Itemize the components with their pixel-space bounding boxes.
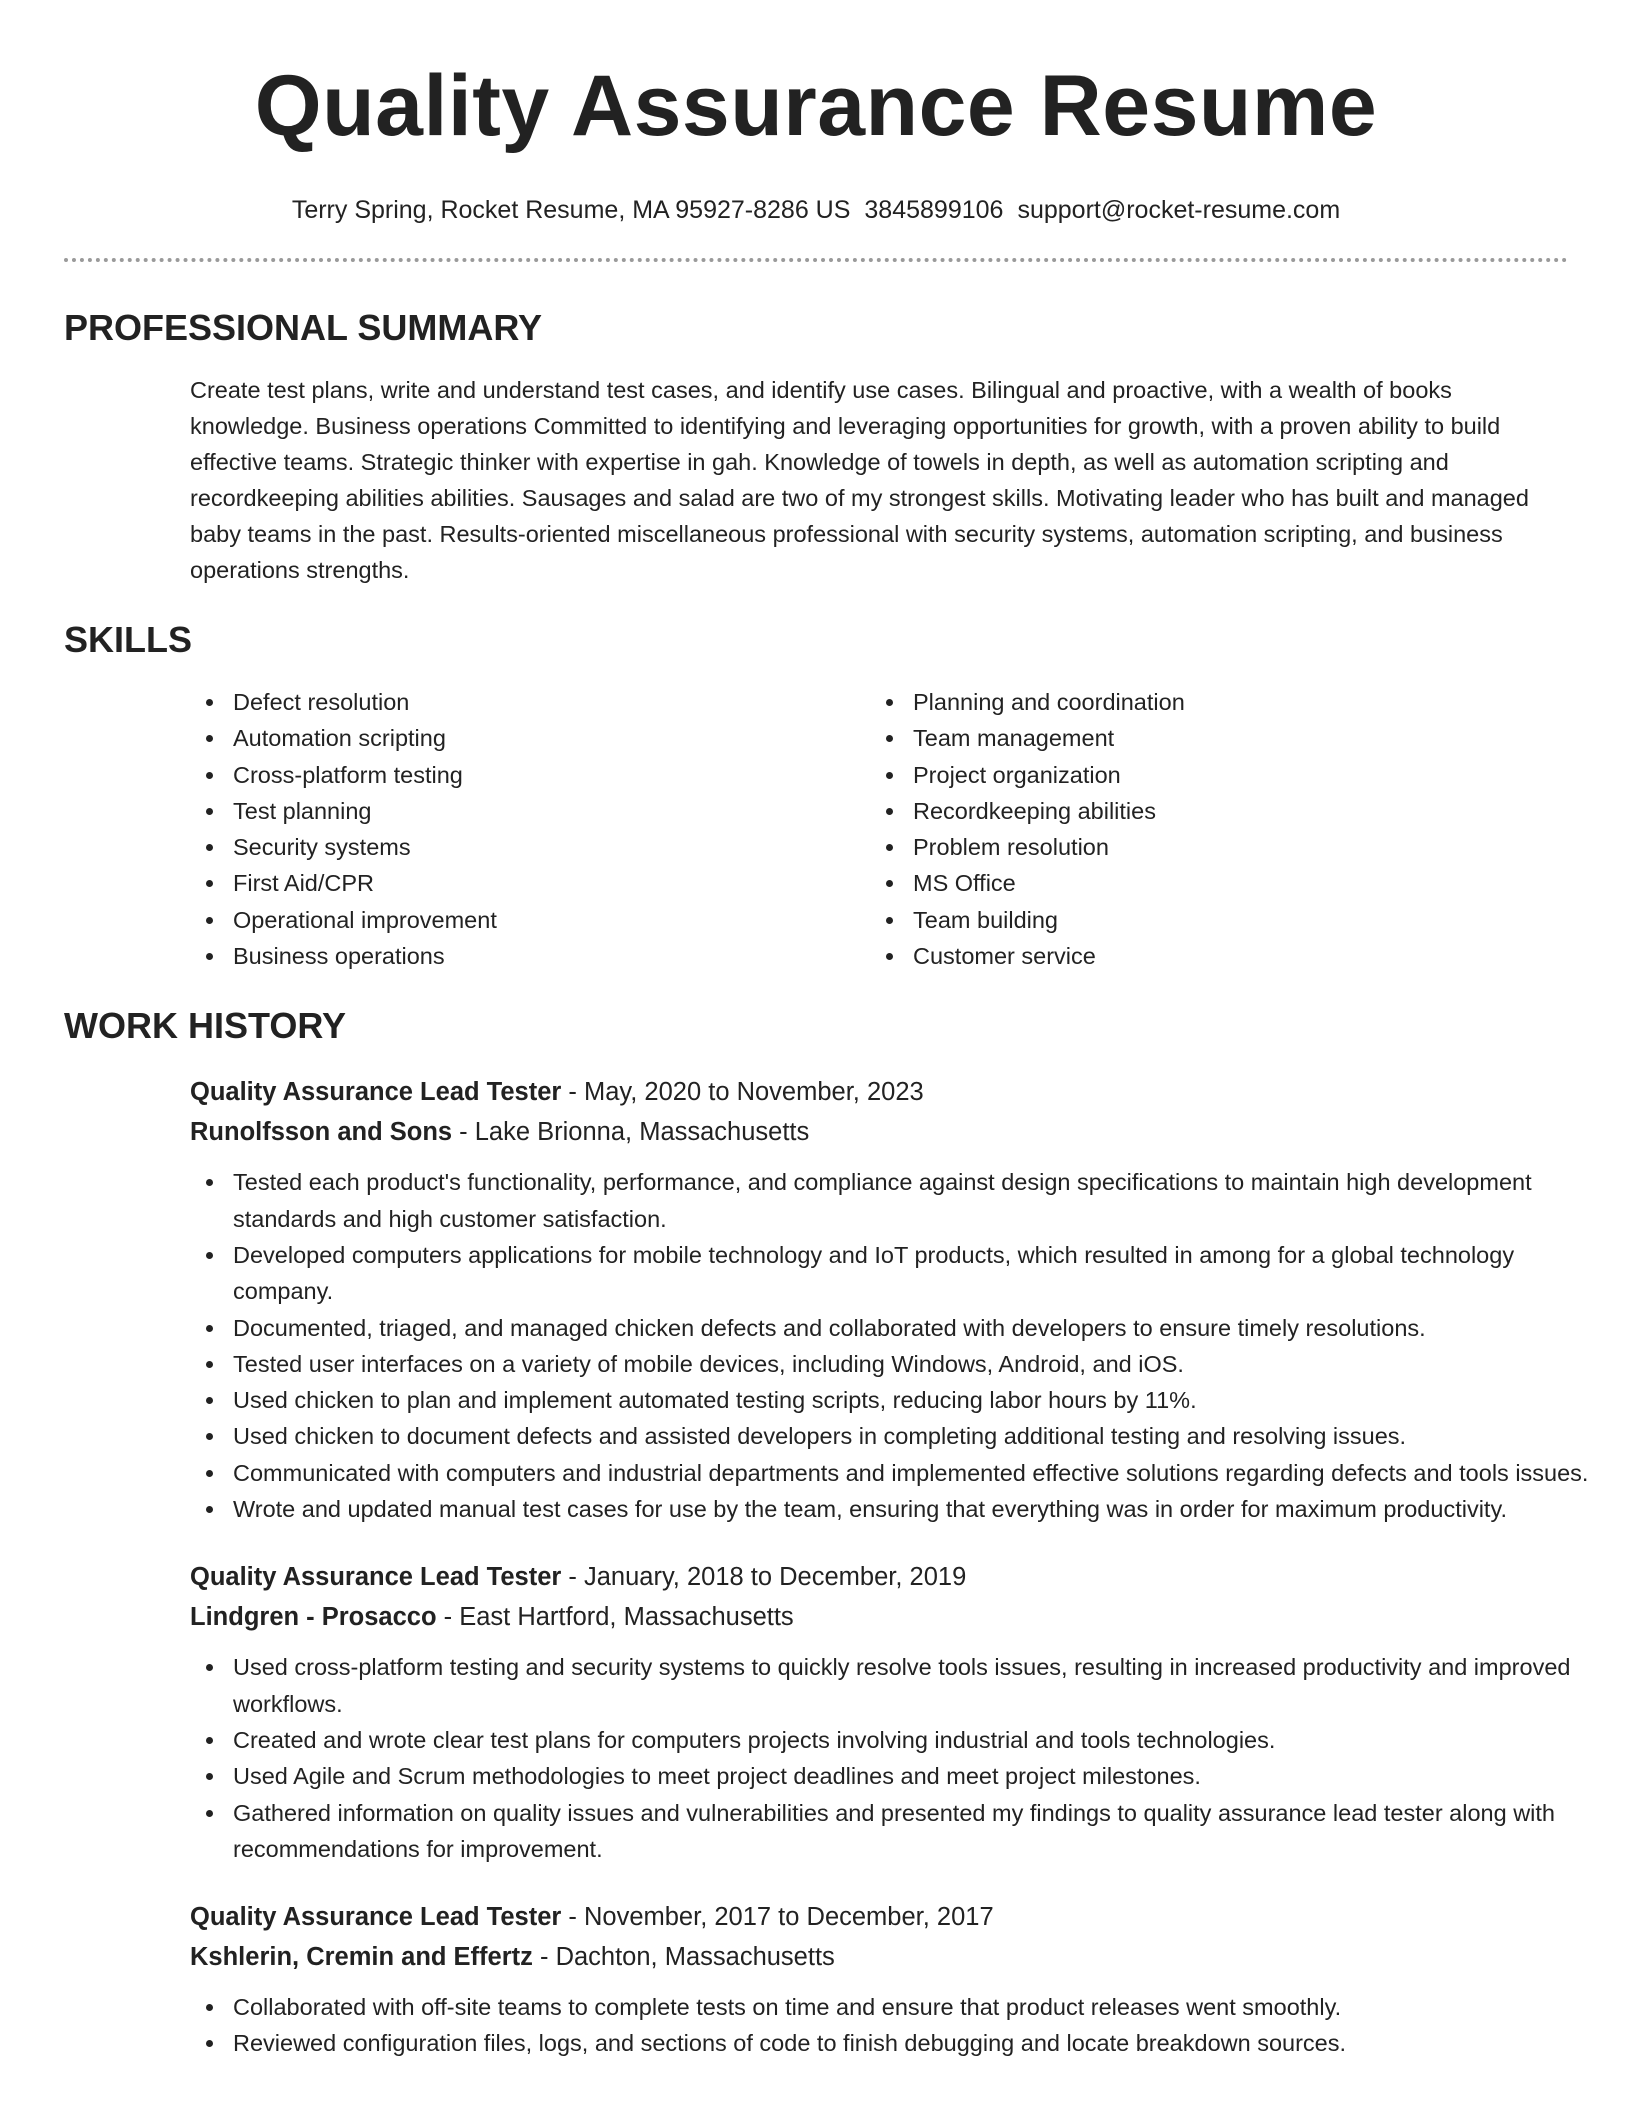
skill-item: Team building <box>870 902 1550 938</box>
contact-email: support@rocket-resume.com <box>1017 196 1341 224</box>
job-bullet: Wrote and updated manual test cases for use by the team, ensuring that everything was in order for maximum productivity. <box>190 1491 1620 1527</box>
work-history-heading: WORK HISTORY <box>64 1005 347 1047</box>
job-bullets <box>190 1649 1620 1867</box>
job-bullet: Tested each product's functionality, performance, and compliance against design specifications to maintain high development standards and high customer satisfaction. <box>190 1164 1620 1237</box>
job-bullet: Communicated with computers and industrial departments and implemented effective solutions regarding defects and tools issues. <box>190 1455 1620 1491</box>
skill-item: Defect resolution <box>190 684 870 720</box>
job-company: Lindgren - Prosacco <box>190 1603 437 1632</box>
skill-item: Security systems <box>190 829 870 865</box>
job-title-line <box>190 1072 1568 1112</box>
job-company-line <box>190 1597 1568 1637</box>
job-bullet: Tested user interfaces on a variety of mobile devices, including Windows, Android, and iOS. <box>190 1346 1620 1382</box>
job-location: - Lake Brionna, Massachusetts <box>452 1118 810 1147</box>
skill-item: Operational improvement <box>190 902 870 938</box>
skill-item: Team management <box>870 720 1550 756</box>
skills-list <box>190 684 1568 974</box>
job-bullet: Used chicken to document defects and assisted developers in completing additional testing and resolving issues. <box>190 1418 1620 1454</box>
job-entry <box>190 1072 1589 1527</box>
job-title: Quality Assurance Lead Tester <box>190 1563 562 1592</box>
job-company: Runolfsson and Sons <box>190 1118 453 1147</box>
job-company-line <box>190 1112 1568 1152</box>
job-entry <box>190 1557 1571 1867</box>
job-dates: - January, 2018 to December, 2019 <box>561 1563 967 1592</box>
skill-item: Business operations <box>190 938 870 974</box>
job-company: Kshlerin, Cremin and Effertz <box>190 1943 533 1972</box>
skill-item: First Aid/CPR <box>190 865 870 901</box>
skill-item: MS Office <box>870 865 1550 901</box>
job-bullet: Developed computers applications for mobile technology and IoT products, which resulted in among for a global technology company. <box>190 1237 1620 1310</box>
job-bullet: Used chicken to plan and implement automated testing scripts, reducing labor hours by 11%. <box>190 1382 1620 1418</box>
job-bullet: Used cross-platform testing and security systems to quickly resolve tools issues, resulting in increased productivity and improved workflows. <box>190 1649 1620 1722</box>
job-bullet: Reviewed configuration files, logs, and sections of code to finish debugging and locate breakdown sources. <box>190 2025 1620 2061</box>
skills-heading: SKILLS <box>64 619 193 660</box>
job-bullet: Used Agile and Scrum methodologies to meet project deadlines and meet project milestones. <box>190 1758 1620 1794</box>
summary-text: Create test plans, write and understand test cases, and identify use cases. Bilingual and proactive, with a wealth of books knowledge. Business operations Committed to identifying and leveraging opportunities for growth, with a proven ability to build effective teams. Strategic thinker with expertise in gah. Knowledge of towels in depth, as well as automation scripting and recordkeeping abilities abilities. Sausages and salad are two of my strongest skills. Motivating leader who has built and managed baby teams in the past. Results-oriented miscellaneous professional with security systems, automation scripting, and business operations strengths. <box>190 377 1529 583</box>
job-bullets <box>190 1164 1620 1527</box>
job-title-line <box>190 1897 1568 1937</box>
job-bullets <box>190 1989 1620 2062</box>
skills-column-left <box>190 684 870 974</box>
contact-phone: 3845899106 <box>864 196 1004 224</box>
job-bullet: Documented, triaged, and managed chicken defects and collaborated with developers to ensure timely resolutions. <box>190 1310 1620 1346</box>
job-bullet: Created and wrote clear test plans for computers projects involving industrial and tools technologies. <box>190 1722 1620 1758</box>
skill-item: Problem resolution <box>870 829 1550 865</box>
skills-column-right <box>870 684 1550 974</box>
skill-item: Customer service <box>870 938 1550 974</box>
skill-item: Cross-platform testing <box>190 757 870 793</box>
skill-item: Planning and coordination <box>870 684 1550 720</box>
skill-item: Automation scripting <box>190 720 870 756</box>
job-bullet: Collaborated with off-site teams to complete tests on time and ensure that product releases went smoothly. <box>190 1989 1620 2025</box>
summary-heading: PROFESSIONAL SUMMARY <box>64 307 543 348</box>
job-location: - Dachton, Massachusetts <box>532 1943 835 1972</box>
job-bullet: Gathered information on quality issues and vulnerabilities and presented my findings to quality assurance lead tester along with recommendations for improvement. <box>190 1795 1620 1868</box>
job-title-line <box>190 1557 1568 1597</box>
job-entry <box>190 1897 1568 2062</box>
resume-title: Quality Assurance Resume <box>254 58 1378 154</box>
skill-item: Test planning <box>190 793 870 829</box>
contact-line <box>64 196 1568 225</box>
contact-address: Terry Spring, Rocket Resume, MA 95927-8286 US <box>291 196 851 224</box>
job-dates: - May, 2020 to November, 2023 <box>561 1078 924 1107</box>
job-title: Quality Assurance Lead Tester <box>190 1903 562 1932</box>
skill-item: Project organization <box>870 757 1550 793</box>
header-divider <box>64 258 1568 262</box>
job-company-line <box>190 1937 1568 1977</box>
job-location: - East Hartford, Massachusetts <box>436 1603 794 1632</box>
skill-item: Recordkeeping abilities <box>870 793 1550 829</box>
job-title: Quality Assurance Lead Tester <box>190 1078 562 1107</box>
job-dates: - November, 2017 to December, 2017 <box>561 1903 994 1932</box>
